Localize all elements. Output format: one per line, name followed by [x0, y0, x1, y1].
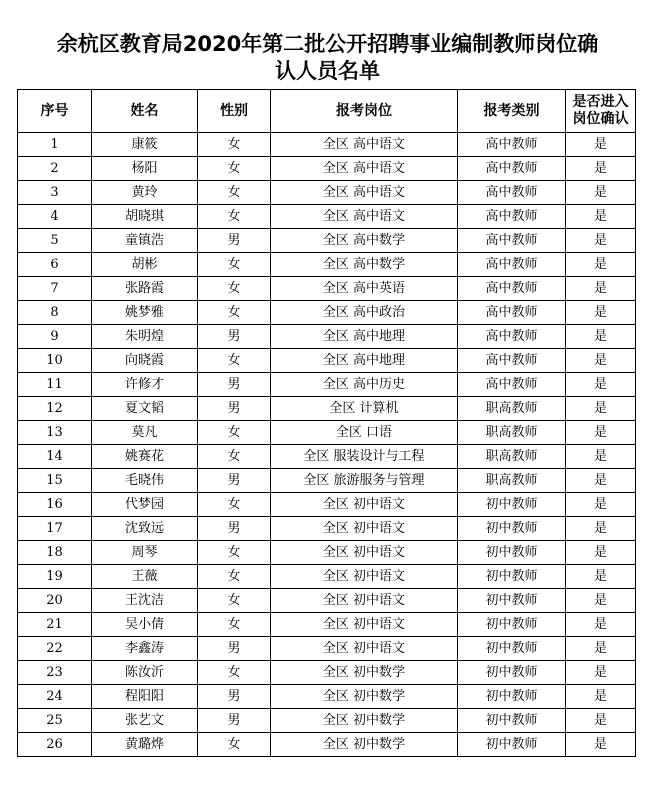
- header-row: [18, 90, 636, 133]
- cell-category: 初中教师: [458, 637, 566, 661]
- cell-position: 全区 初中语文: [271, 517, 458, 541]
- cell-gender: 女: [198, 421, 271, 445]
- cell-confirmed: 是: [566, 637, 636, 661]
- cell-confirmed: 是: [566, 421, 636, 445]
- cell-position: 全区 高中语文: [271, 157, 458, 181]
- cell-position: 全区 高中语文: [271, 133, 458, 157]
- document-title: [0, 31, 655, 85]
- cell-confirmed: 是: [566, 277, 636, 301]
- cell-confirmed: 是: [566, 253, 636, 277]
- table-row: [18, 421, 636, 445]
- cell-name: 陈汝沂: [92, 661, 198, 685]
- cell-confirmed: 是: [566, 157, 636, 181]
- cell-name: 周琴: [92, 541, 198, 565]
- cell-gender: 女: [198, 181, 271, 205]
- cell-position: 全区 高中地理: [271, 325, 458, 349]
- cell-index: 24: [18, 685, 92, 709]
- cell-gender: 女: [198, 445, 271, 469]
- cell-gender: 男: [198, 709, 271, 733]
- cell-gender: 男: [198, 637, 271, 661]
- table-row: [18, 157, 636, 181]
- cell-name: 张路霞: [92, 277, 198, 301]
- cell-name: 沈致远: [92, 517, 198, 541]
- table-row: [18, 277, 636, 301]
- cell-name: 许修才: [92, 373, 198, 397]
- table-row: [18, 661, 636, 685]
- cell-position: 全区 初中数学: [271, 733, 458, 757]
- cell-category: 高中教师: [458, 133, 566, 157]
- cell-position: 全区 初中数学: [271, 685, 458, 709]
- cell-position: 全区 初中语文: [271, 637, 458, 661]
- cell-confirmed: 是: [566, 661, 636, 685]
- table-row: [18, 589, 636, 613]
- cell-name: 莫凡: [92, 421, 198, 445]
- title-line-1: 余杭区教育局2020年第二批公开招聘事业编制教师岗位确: [56, 32, 599, 56]
- cell-confirmed: 是: [566, 493, 636, 517]
- title-line-2: 认人员名单: [275, 59, 380, 83]
- cell-gender: 女: [198, 589, 271, 613]
- cell-name: 王薇: [92, 565, 198, 589]
- cell-category: 高中教师: [458, 157, 566, 181]
- cell-name: 夏文韬: [92, 397, 198, 421]
- table-row: [18, 733, 636, 757]
- table-row: [18, 325, 636, 349]
- cell-category: 高中教师: [458, 301, 566, 325]
- cell-category: 高中教师: [458, 205, 566, 229]
- cell-confirmed: 是: [566, 301, 636, 325]
- cell-confirmed: 是: [566, 133, 636, 157]
- table-row: [18, 133, 636, 157]
- cell-position: 全区 初中语文: [271, 493, 458, 517]
- cell-confirmed: 是: [566, 565, 636, 589]
- header-position: 报考岗位: [271, 90, 458, 133]
- cell-category: 职高教师: [458, 445, 566, 469]
- table-row: [18, 301, 636, 325]
- cell-name: 代梦园: [92, 493, 198, 517]
- table-row: [18, 445, 636, 469]
- cell-index: 8: [18, 301, 92, 325]
- cell-index: 10: [18, 349, 92, 373]
- cell-gender: 女: [198, 253, 271, 277]
- cell-index: 18: [18, 541, 92, 565]
- cell-name: 胡晓琪: [92, 205, 198, 229]
- cell-position: 全区 初中数学: [271, 709, 458, 733]
- cell-confirmed: 是: [566, 613, 636, 637]
- cell-position: 全区 旅游服务与管理: [271, 469, 458, 493]
- cell-gender: 女: [198, 205, 271, 229]
- cell-confirmed: 是: [566, 541, 636, 565]
- cell-name: 杨阳: [92, 157, 198, 181]
- cell-gender: 男: [198, 373, 271, 397]
- cell-position: 全区 初中语文: [271, 613, 458, 637]
- cell-category: 初中教师: [458, 733, 566, 757]
- cell-name: 毛晓伟: [92, 469, 198, 493]
- cell-index: 4: [18, 205, 92, 229]
- cell-index: 23: [18, 661, 92, 685]
- cell-name: 黄璐烨: [92, 733, 198, 757]
- cell-position: 全区 高中英语: [271, 277, 458, 301]
- cell-confirmed: 是: [566, 469, 636, 493]
- cell-confirmed: 是: [566, 397, 636, 421]
- cell-confirmed: 是: [566, 589, 636, 613]
- cell-gender: 女: [198, 277, 271, 301]
- cell-confirmed: 是: [566, 685, 636, 709]
- table-row: [18, 637, 636, 661]
- cell-gender: 女: [198, 493, 271, 517]
- cell-position: 全区 服装设计与工程: [271, 445, 458, 469]
- cell-confirmed: 是: [566, 445, 636, 469]
- cell-position: 全区 高中政治: [271, 301, 458, 325]
- table-header: [18, 90, 636, 133]
- cell-position: 全区 高中地理: [271, 349, 458, 373]
- cell-category: 初中教师: [458, 685, 566, 709]
- cell-category: 高中教师: [458, 325, 566, 349]
- cell-name: 黄玲: [92, 181, 198, 205]
- cell-position: 全区 高中语文: [271, 205, 458, 229]
- cell-position: 全区 初中语文: [271, 565, 458, 589]
- cell-category: 初中教师: [458, 613, 566, 637]
- cell-gender: 男: [198, 685, 271, 709]
- cell-category: 高中教师: [458, 229, 566, 253]
- cell-position: 全区 口语: [271, 421, 458, 445]
- cell-index: 6: [18, 253, 92, 277]
- table-row: [18, 469, 636, 493]
- cell-position: 全区 高中数学: [271, 253, 458, 277]
- cell-category: 初中教师: [458, 541, 566, 565]
- cell-category: 初中教师: [458, 517, 566, 541]
- cell-position: 全区 高中历史: [271, 373, 458, 397]
- header-name: 姓名: [92, 90, 198, 133]
- cell-index: 14: [18, 445, 92, 469]
- table-row: [18, 685, 636, 709]
- cell-index: 3: [18, 181, 92, 205]
- cell-confirmed: 是: [566, 733, 636, 757]
- cell-category: 职高教师: [458, 421, 566, 445]
- cell-confirmed: 是: [566, 229, 636, 253]
- cell-gender: 女: [198, 565, 271, 589]
- cell-category: 高中教师: [458, 277, 566, 301]
- cell-confirmed: 是: [566, 517, 636, 541]
- cell-name: 张艺文: [92, 709, 198, 733]
- cell-gender: 女: [198, 541, 271, 565]
- cell-index: 5: [18, 229, 92, 253]
- cell-position: 全区 高中数学: [271, 229, 458, 253]
- cell-confirmed: 是: [566, 181, 636, 205]
- cell-position: 全区 初中语文: [271, 541, 458, 565]
- cell-index: 11: [18, 373, 92, 397]
- cell-category: 初中教师: [458, 661, 566, 685]
- cell-name: 姚赛花: [92, 445, 198, 469]
- cell-name: 程阳阳: [92, 685, 198, 709]
- cell-name: 童镇浩: [92, 229, 198, 253]
- cell-gender: 女: [198, 157, 271, 181]
- cell-position: 全区 高中语文: [271, 181, 458, 205]
- cell-gender: 女: [198, 301, 271, 325]
- table-row: [18, 397, 636, 421]
- cell-category: 初中教师: [458, 493, 566, 517]
- table-row: [18, 229, 636, 253]
- cell-category: 职高教师: [458, 397, 566, 421]
- table-row: [18, 253, 636, 277]
- cell-category: 初中教师: [458, 589, 566, 613]
- cell-index: 17: [18, 517, 92, 541]
- cell-name: 姚梦雅: [92, 301, 198, 325]
- cell-position: 全区 计算机: [271, 397, 458, 421]
- roster-table: [17, 89, 636, 757]
- table-row: [18, 517, 636, 541]
- header-category: 报考类别: [458, 90, 566, 133]
- cell-name: 胡彬: [92, 253, 198, 277]
- cell-index: 2: [18, 157, 92, 181]
- cell-index: 20: [18, 589, 92, 613]
- cell-category: 职高教师: [458, 469, 566, 493]
- cell-name: 康筱: [92, 133, 198, 157]
- cell-index: 1: [18, 133, 92, 157]
- header-confirmed: 是否进入岗位确认: [566, 90, 636, 133]
- cell-index: 13: [18, 421, 92, 445]
- cell-index: 25: [18, 709, 92, 733]
- cell-index: 26: [18, 733, 92, 757]
- table-row: [18, 493, 636, 517]
- header-gender: 性别: [198, 90, 271, 133]
- table-row: [18, 541, 636, 565]
- cell-confirmed: 是: [566, 373, 636, 397]
- cell-name: 李鑫涛: [92, 637, 198, 661]
- cell-confirmed: 是: [566, 325, 636, 349]
- cell-index: 22: [18, 637, 92, 661]
- cell-confirmed: 是: [566, 349, 636, 373]
- table-row: [18, 373, 636, 397]
- cell-index: 12: [18, 397, 92, 421]
- cell-name: 吴小倩: [92, 613, 198, 637]
- cell-position: 全区 初中数学: [271, 661, 458, 685]
- cell-category: 初中教师: [458, 565, 566, 589]
- cell-category: 初中教师: [458, 709, 566, 733]
- cell-confirmed: 是: [566, 205, 636, 229]
- cell-index: 7: [18, 277, 92, 301]
- cell-gender: 男: [198, 325, 271, 349]
- cell-gender: 男: [198, 469, 271, 493]
- cell-gender: 男: [198, 397, 271, 421]
- cell-index: 9: [18, 325, 92, 349]
- cell-position: 全区 初中语文: [271, 589, 458, 613]
- cell-category: 高中教师: [458, 181, 566, 205]
- cell-gender: 女: [198, 349, 271, 373]
- cell-gender: 女: [198, 613, 271, 637]
- cell-confirmed: 是: [566, 709, 636, 733]
- cell-category: 高中教师: [458, 253, 566, 277]
- table-row: [18, 613, 636, 637]
- table-row: [18, 349, 636, 373]
- cell-gender: 男: [198, 229, 271, 253]
- cell-name: 王沈洁: [92, 589, 198, 613]
- table-row: [18, 205, 636, 229]
- table-body: [18, 133, 636, 757]
- cell-gender: 男: [198, 517, 271, 541]
- header-index: 序号: [18, 90, 92, 133]
- cell-name: 朱明煌: [92, 325, 198, 349]
- table-row: [18, 181, 636, 205]
- cell-gender: 女: [198, 661, 271, 685]
- table-row: [18, 565, 636, 589]
- cell-name: 向晓霞: [92, 349, 198, 373]
- cell-index: 19: [18, 565, 92, 589]
- cell-gender: 女: [198, 133, 271, 157]
- cell-category: 高中教师: [458, 373, 566, 397]
- table-row: [18, 709, 636, 733]
- cell-index: 15: [18, 469, 92, 493]
- cell-index: 16: [18, 493, 92, 517]
- cell-gender: 女: [198, 733, 271, 757]
- cell-index: 21: [18, 613, 92, 637]
- cell-category: 高中教师: [458, 349, 566, 373]
